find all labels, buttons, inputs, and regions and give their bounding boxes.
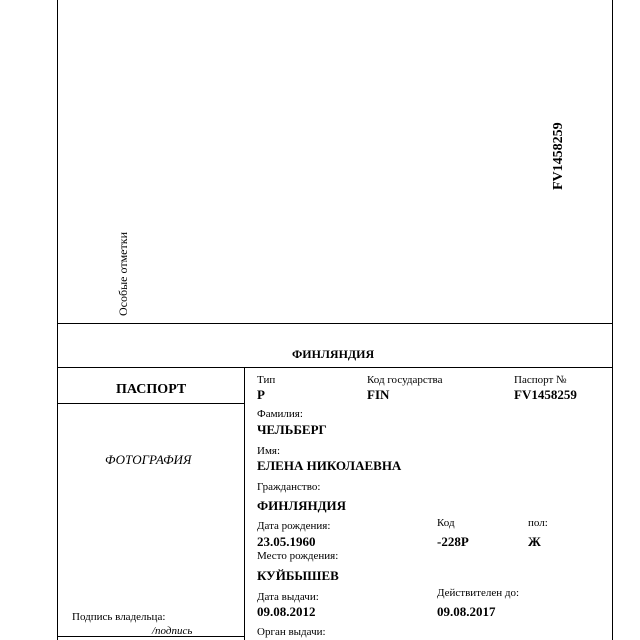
- passport-no-label: Паспорт №: [514, 374, 567, 386]
- birth-place-label: Место рождения:: [257, 550, 339, 562]
- country-header: ФИНЛЯНДИЯ: [292, 347, 375, 361]
- citizenship-value: ФИНЛЯНДИЯ: [257, 498, 347, 513]
- passport-no-value: FV1458259: [514, 387, 577, 402]
- signature-line: [57, 636, 245, 637]
- state-code-label: Код государства: [367, 374, 443, 386]
- state-code-value: FIN: [367, 387, 390, 402]
- photo-placeholder: ФОТОГРАФИЯ: [105, 452, 192, 467]
- valid-until-label: Действителен до:: [437, 587, 520, 599]
- page-border-right: [612, 0, 613, 640]
- signature-placeholder: /подпись: [152, 625, 193, 637]
- header-divider: [57, 367, 613, 368]
- name-label: Имя:: [257, 445, 281, 457]
- title-divider: [57, 403, 245, 404]
- birth-place-value: КУЙБЫШЕВ: [257, 568, 339, 583]
- left-panel-border: [244, 367, 245, 640]
- code-label: Код: [437, 517, 455, 529]
- issue-date-label: Дата выдачи:: [257, 591, 319, 603]
- passport-title: ПАСПОРТ: [116, 382, 187, 397]
- type-label: Тип: [257, 374, 276, 386]
- name-value: ЕЛЕНА НИКОЛАЕВНА: [257, 458, 402, 473]
- sex-value: Ж: [528, 534, 541, 549]
- serial-number-vertical: FV1458259: [551, 122, 566, 190]
- sex-label: пол:: [528, 517, 548, 529]
- type-value: P: [257, 387, 265, 402]
- surname-label: Фамилия:: [257, 408, 303, 420]
- special-marks-label: Особые отметки: [116, 232, 130, 316]
- code-value: -228P: [437, 534, 469, 549]
- holder-signature-label: Подпись владельца:: [72, 611, 166, 623]
- issue-date-value: 09.08.2012: [257, 604, 316, 619]
- page-divider: [57, 323, 613, 324]
- citizenship-label: Гражданство:: [257, 481, 321, 493]
- page-border-left: [57, 0, 58, 640]
- valid-until-value: 09.08.2017: [437, 604, 496, 619]
- authority-label: Орган выдачи:: [257, 626, 326, 638]
- surname-value: ЧЕЛЬБЕРГ: [257, 422, 327, 437]
- birth-date-label: Дата рождения:: [257, 520, 331, 532]
- birth-date-value: 23.05.1960: [257, 534, 316, 549]
